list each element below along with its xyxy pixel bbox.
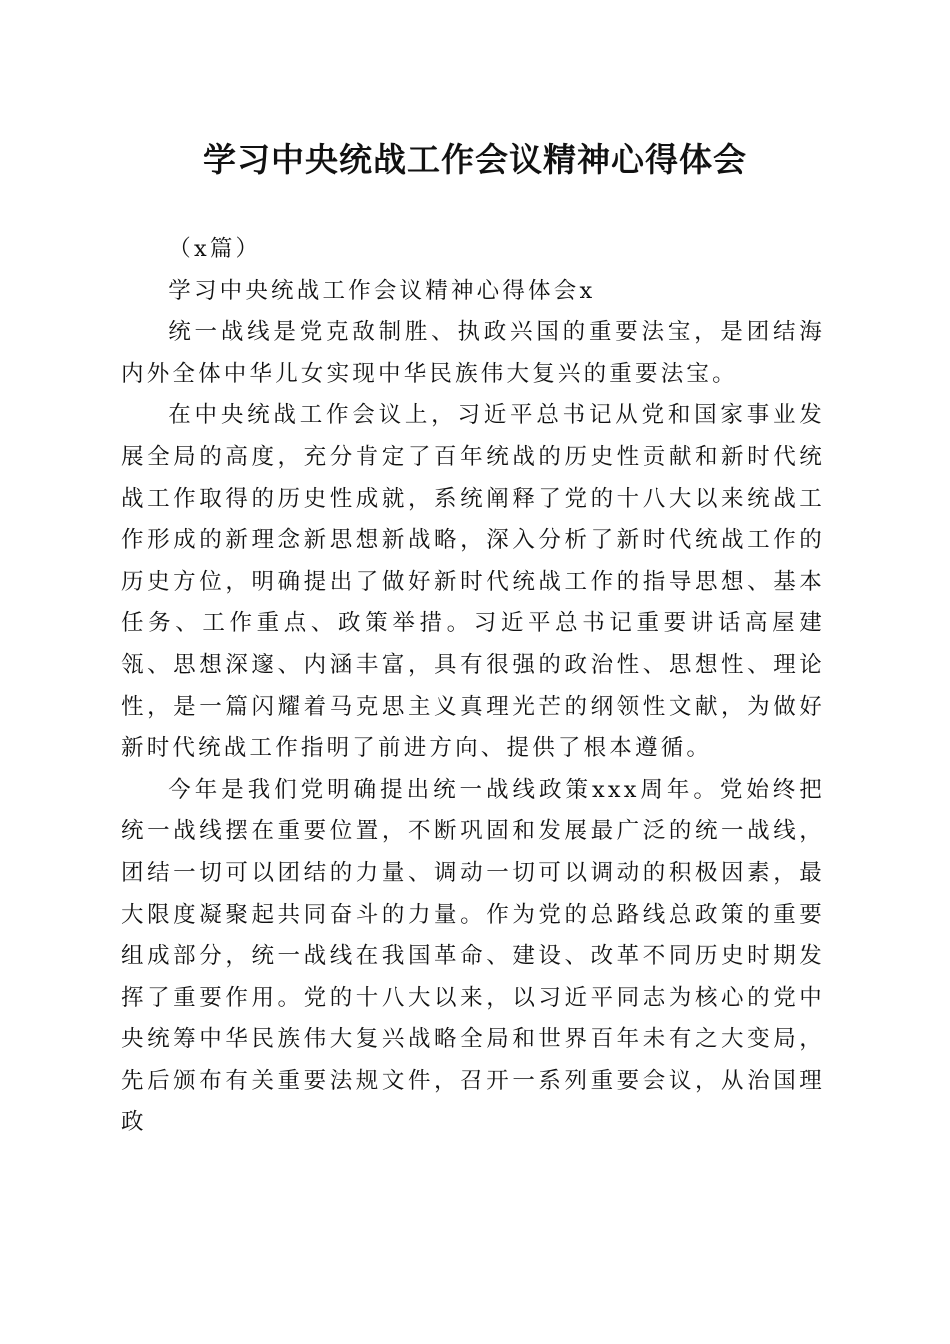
paragraph-1: 统一战线是党克敌制胜、执政兴国的重要法宝，是团结海内外全体中华儿女实现中华民族伟大复兴的重要法宝。 [121, 319, 825, 387]
document-title: 学习中央统战工作会议精神心得体会 [203, 140, 747, 179]
paragraph-2: 在中央统战工作会议上，习近平总书记从党和国家事业发展全局的高度，充分肯定了百年统战的历史性贡献和新时代统战工作取得的历史性成就，系统阐释了党的十八大以来统战工作形成的新理念新思想新战略，深入分析了新时代统战工作的历史方位，明确提出了做好新时代统战工作的指导思想、基本任务、工作重点、政策举措。习近平总书记重要讲话高屋建瓴、思想深邃、内涵丰富，具有很强的政治性、思想性、理论性，是一篇闪耀着马克思主义真理光芒的纲领性文献，为做好新时代统战工作指明了前进方向、提供了根本遵循。 [121, 402, 825, 762]
paragraph-subtitle: 学习中央统战工作会议精神心得体会x [168, 277, 596, 304]
paragraph-3: 今年是我们党明确提出统一战线政策xxx周年。党始终把统一战线摆在重要位置，不断巩固和发展最广泛的统一战线，团结一切可以团结的力量、调动一切可以调动的积极因素，最大限度凝聚起共同奋斗的力量。作为党的总路线总政策的重要组成部分，统一战线在我国革命、建设、改革不同历史时期发挥了重要作用。党的十八大以来，以习近平同志为核心的党中央统筹中华民族伟大复兴战略全局和世界百年未有之大变局，先后颁布有关重要法规文件，召开一系列重要会议，从治国理政 [121, 776, 825, 1136]
paragraph-count-note: （x篇） [168, 236, 262, 262]
document-body [121, 229, 825, 1144]
